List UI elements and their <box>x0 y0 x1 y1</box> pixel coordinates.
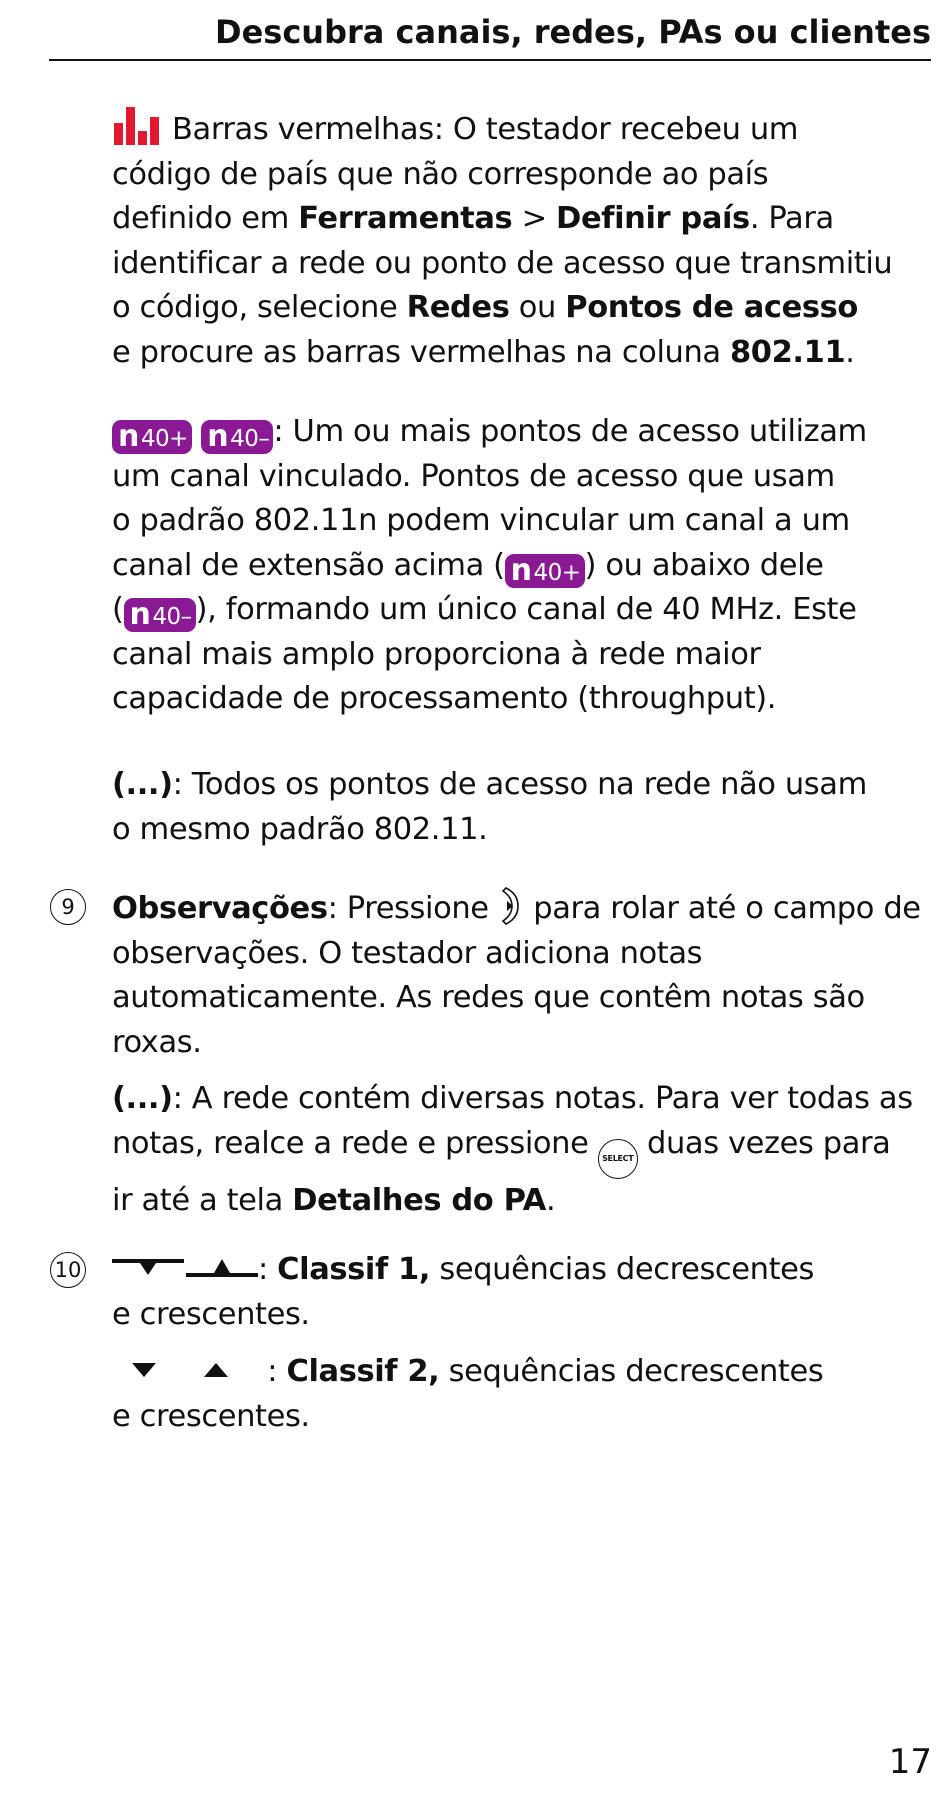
n40-minus-icon <box>124 598 196 632</box>
text-run: : Pressione <box>327 891 498 926</box>
text-run: : A rede contém diversas notas. Para ver todas as <box>172 1081 913 1116</box>
badge-label: 40– <box>230 426 270 452</box>
ellipsis-marker: (...) <box>112 767 173 802</box>
mixed-standard-paragraph <box>112 763 932 852</box>
badge-letter: n <box>510 552 532 588</box>
text-run: e procure as barras vermelhas na coluna <box>112 334 730 370</box>
column-802-11: 802.11 <box>729 334 846 370</box>
text-run: : <box>258 1354 287 1389</box>
text-run: duas vezes para <box>637 1125 891 1161</box>
badge-letter: n <box>207 419 229 454</box>
text-run: ) ou abaixo dele <box>584 547 824 583</box>
text-run: . <box>845 334 855 370</box>
text-run: : <box>258 1252 278 1287</box>
text-run: sequências decrescentes <box>439 1354 824 1389</box>
item-9-line-4: roxas. <box>112 1024 202 1060</box>
sort-2-line-2: e crescentes. <box>112 1398 310 1434</box>
header-title: Descubra canais, redes, PAs ou clientes <box>215 13 931 51</box>
detalhes-do-pa-label: Detalhes do PA <box>292 1182 546 1218</box>
badge-label: 40– <box>152 604 192 630</box>
item-9-line-2: observações. O testador adiciona notas <box>112 935 703 971</box>
sort-2-paragraph <box>112 1350 932 1439</box>
bonded-line-2: um canal vinculado. Pontos de acesso que usam <box>112 458 835 494</box>
n40-minus-icon <box>201 420 273 454</box>
text-run: : Todos os pontos de acesso na rede não usam <box>172 767 867 802</box>
item-10-number: 10 <box>50 1252 86 1288</box>
right-arrow-key-icon <box>498 886 524 926</box>
bonded-line-7: capacidade de processamento (throughput). <box>112 681 777 716</box>
text-run: o código, selecione <box>112 290 407 325</box>
classif-1-label: Classif 1, <box>277 1252 431 1287</box>
page-number: 17 <box>888 1742 932 1782</box>
badge-label: 40+ <box>140 426 188 452</box>
observacoes-label: Observações <box>112 891 328 926</box>
red-bars-icon <box>112 105 168 145</box>
n40-plus-icon <box>112 420 192 454</box>
text-run: para rolar até o campo de <box>523 891 921 926</box>
red-bars-paragraph <box>112 105 932 375</box>
text-run: . <box>545 1182 556 1218</box>
text-run: . Para <box>749 201 834 236</box>
classif-2-label: Classif 2, <box>286 1354 440 1389</box>
item-10-paragraph <box>112 1248 932 1337</box>
item-9-paragraph <box>112 886 932 1065</box>
menu-pontos-de-acesso: Pontos de acesso <box>565 290 858 325</box>
red-bars-line-1: Barras vermelhas: O testador recebeu um <box>172 112 799 147</box>
mixed-line-2: o mesmo padrão 802.11. <box>112 811 488 847</box>
sort-type-1-icon <box>112 1255 258 1281</box>
page-header <box>49 12 931 52</box>
badge-letter: n <box>129 597 151 632</box>
text-run: : Um ou mais pontos de acesso utilizam <box>273 414 867 449</box>
bonded-channel-paragraph <box>112 410 932 722</box>
sort-type-2-icon <box>112 1357 258 1383</box>
menu-ferramentas: Ferramentas <box>298 201 513 236</box>
bonded-line-6: canal mais amplo proporciona à rede maior <box>112 636 761 672</box>
notes-paragraph <box>112 1077 932 1223</box>
ellipsis-marker: (...) <box>112 1081 173 1116</box>
item-9-number: 9 <box>50 889 86 925</box>
text-run: ou <box>509 290 566 325</box>
badge-label: 40+ <box>533 559 581 586</box>
n40-plus-icon <box>505 554 585 588</box>
text-run: definido em <box>112 201 299 236</box>
text-run: ir até a tela <box>112 1182 293 1218</box>
menu-redes: Redes <box>406 290 510 325</box>
item-9-line-3: automaticamente. As redes que contêm notas são <box>112 980 865 1015</box>
header-rule <box>49 59 931 61</box>
red-bars-line-2: código de país que não corresponde ao país <box>112 156 769 192</box>
text-run: notas, realce a rede e pressione <box>112 1125 598 1161</box>
bonded-line-3: o padrão 802.11n podem vincular um canal a um <box>112 503 850 538</box>
item-10-line-2: e crescentes. <box>112 1296 310 1332</box>
red-bars-line-4: identificar a rede ou ponto de acesso que transmitiu <box>112 245 893 281</box>
text-run: ( <box>112 592 124 627</box>
select-key-icon: SELECT <box>598 1139 638 1179</box>
text-run: ), formando um único canal de 40 MHz. Este <box>195 592 857 627</box>
badge-letter: n <box>118 419 139 454</box>
text-run: canal de extensão acima ( <box>112 547 505 583</box>
menu-definir-pais: Definir país <box>556 201 750 236</box>
text-run: > <box>512 201 557 236</box>
text-run: sequências decrescentes <box>430 1252 815 1287</box>
